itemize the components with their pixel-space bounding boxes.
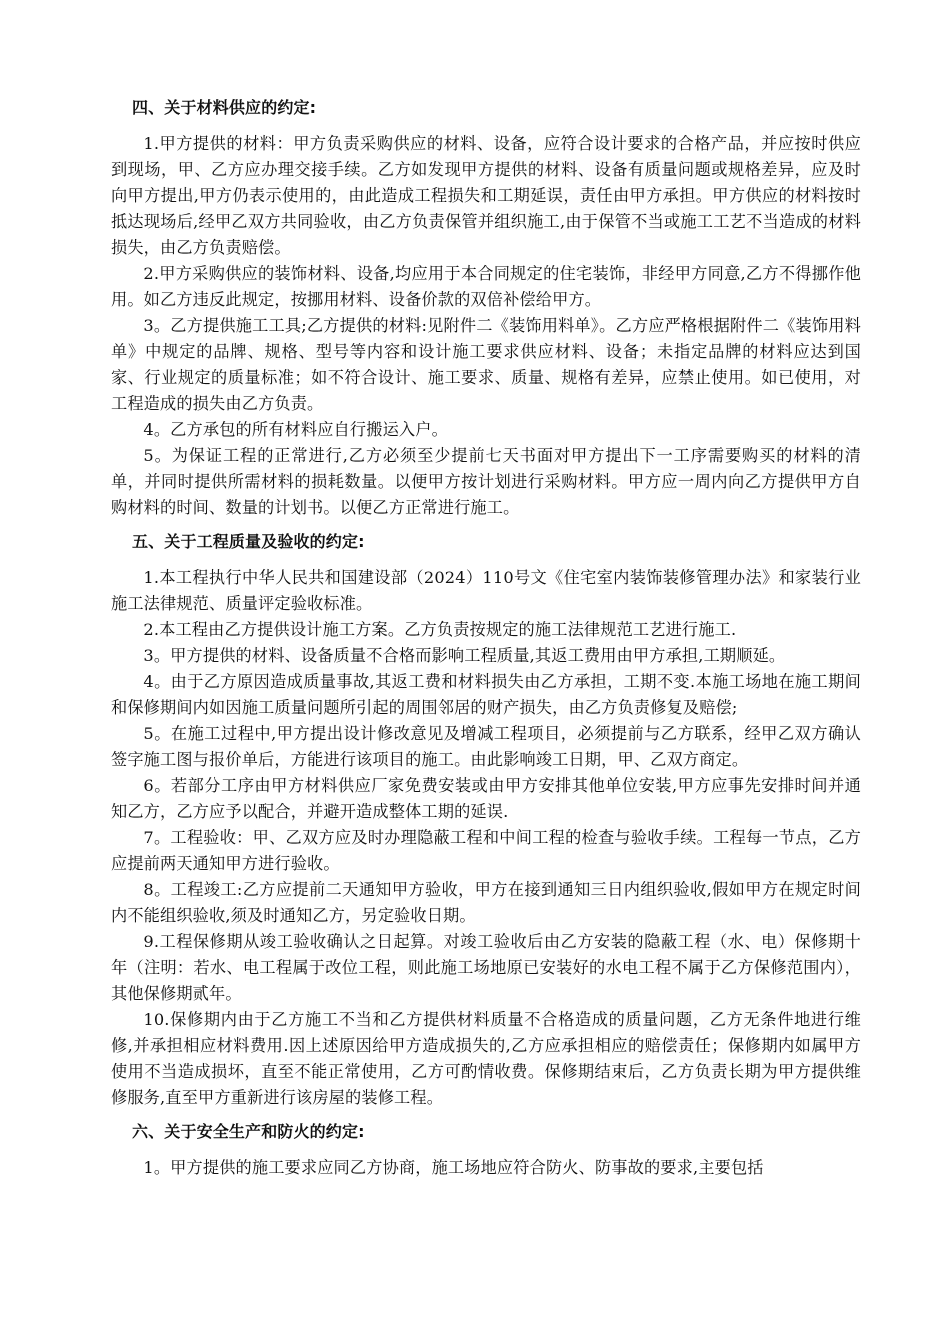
clause-paragraph: 10.保修期内由于乙方施工不当和乙方提供材料质量不合格造成的质量问题，乙方无条件地进行维修,并承担相应材料费用.因上述原因给甲方造成损失的,乙方应承担相应的赔偿责任；保修期内如属甲方使用不当造成损坏，直至不能正常使用，乙方可酌情收费。保修期结束后，乙方负责长期为甲方提供维修服务,直至甲方重新进行该房屋的装修工程。 bbox=[111, 1010, 861, 1107]
section-safety bbox=[111, 1119, 861, 1181]
clause-paragraph: 8。工程竣工:乙方应提前二天通知甲方验收，甲方在接到通知三日内组织验收,假如甲方在规定时间内不能组织验收,须及时通知乙方，另定验收日期。 bbox=[111, 880, 861, 925]
clause-paragraph: 1。甲方提供的施工要求应同乙方协商，施工场地应符合防火、防事故的要求,主要包括 bbox=[143, 1158, 764, 1177]
clause-paragraph: 2.甲方采购供应的装饰材料、设备,均应用于本合同规定的住宅装饰，非经甲方同意,乙方不得挪作他用。如乙方违反此规定，按挪用材料、设备价款的双倍补偿给甲方。 bbox=[111, 264, 861, 309]
clause-paragraph: 4。由于乙方原因造成质量事故,其返工费和材料损失由乙方承担，工期不变.本施工场地在施工期间和保修期间内如因施工质量问题所引起的周围邻居的财产损失，由乙方负责修复及赔偿; bbox=[111, 672, 861, 717]
clause-paragraph: 5。在施工过程中,甲方提出设计修改意见及增减工程项目，必须提前与乙方联系，经甲乙双方确认签字施工图与报价单后，方能进行该项目的施工。由此影响竣工日期，甲、乙双方商定。 bbox=[111, 724, 861, 769]
document-body bbox=[111, 95, 861, 1181]
clause-paragraph: 2.本工程由乙方提供设计施工方案。乙方负责按规定的施工法律规范工艺进行施工. bbox=[143, 620, 737, 639]
section-quality bbox=[111, 529, 861, 1111]
clause-paragraph: 7。工程验收：甲、乙双方应及时办理隐蔽工程和中间工程的检查与验收手续。工程每一节点，乙方应提前两天通知甲方进行验收。 bbox=[111, 828, 861, 873]
section-heading: 六、关于安全生产和防火的约定: bbox=[132, 1122, 365, 1141]
clause-paragraph: 3。乙方提供施工工具;乙方提供的材料:见附件二《装饰用料单》。乙方应严格根据附件二《装饰用料单》中规定的品牌、规格、型号等内容和设计施工要求供应材料、设备；未指定品牌的材料应达到国家、行业规定的质量标准；如不符合设计、施工要求、质量、规格有差异，应禁止使用。如已使用，对工程造成的损失由乙方负责。 bbox=[111, 316, 861, 413]
section-gap bbox=[111, 1111, 861, 1119]
section-gap bbox=[111, 521, 861, 529]
clause-paragraph: 1.甲方提供的材料：甲方负责采购供应的材料、设备，应符合设计要求的合格产品，并应按时供应到现场，甲、乙方应办理交接手续。乙方如发现甲方提供的材料、设备有质量问题或规格差异，应及时向甲方提出,甲方仍表示使用的，由此造成工程损失和工期延误，责任由甲方承担。甲方供应的材料按时抵达现场后,经甲乙双方共同验收，由乙方负责保管并组织施工,由于保管不当或施工工艺不当造成的材料损失，由乙方负责赔偿。 bbox=[111, 134, 861, 257]
clause-paragraph: 9.工程保修期从竣工验收确认之日起算。对竣工验收后由乙方安装的隐蔽工程（水、电）保修期十年（注明：若水、电工程属于改位工程，则此施工场地原已安装好的水电工程不属于乙方保修范围内），其他保修期贰年。 bbox=[111, 932, 861, 1003]
section-materials bbox=[111, 95, 861, 521]
clause-paragraph: 5。为保证工程的正常进行,乙方必须至少提前七天书面对甲方提出下一工序需要购买的材料的清单，并同时提供所需材料的损耗数量。以便甲方按计划进行采购材料。甲方应一周内向乙方提供甲方自购材料的时间、数量的计划书。以便乙方正常进行施工。 bbox=[111, 446, 861, 517]
section-heading: 四、关于材料供应的约定: bbox=[132, 98, 317, 117]
clause-paragraph: 1.本工程执行中华人民共和国建设部（2024）110号文《住宅室内装饰装修管理办法》和家装行业施工法律规范、质量评定验收标准。 bbox=[111, 568, 861, 613]
clause-paragraph: 4。乙方承包的所有材料应自行搬运入户。 bbox=[143, 420, 448, 439]
clause-paragraph: 3。甲方提供的材料、设备质量不合格而影响工程质量,其返工费用由甲方承担,工期顺延。 bbox=[143, 646, 786, 665]
clause-paragraph: 6。若部分工序由甲方材料供应厂家免费安装或由甲方安排其他单位安装,甲方应事先安排时间并通知乙方，乙方应予以配合，并避开造成整体工期的延误. bbox=[111, 776, 861, 821]
section-heading: 五、关于工程质量及验收的约定: bbox=[132, 532, 365, 551]
